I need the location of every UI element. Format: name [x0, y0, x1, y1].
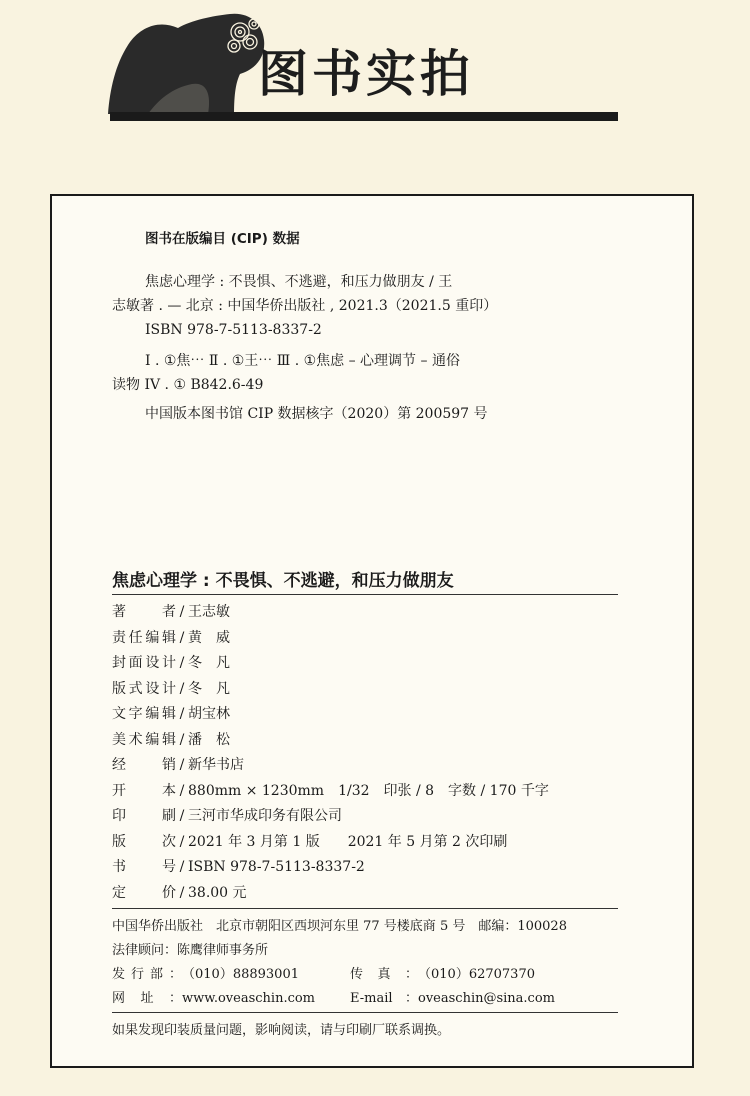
- email-label: E-mail：: [350, 991, 418, 1006]
- copyright-page: [50, 194, 694, 1068]
- title-divider: [112, 594, 618, 595]
- footer-divider: [112, 1012, 618, 1013]
- credit-row: 版次 / 2021 年 3 月第 1 版 2021 年 5 月第 2 次印刷: [112, 834, 508, 850]
- contact-row: [112, 990, 618, 1008]
- fax-value: （010）62707370: [418, 967, 535, 982]
- credit-row: 文字编辑 / 胡宝林: [112, 706, 230, 722]
- phone-label: 发行部：: [112, 967, 182, 982]
- credit-value: 880mm × 1230mm 1/32 印张 / 8 字数 / 170 千字: [188, 783, 549, 799]
- credit-row: 定价 / 38.00 元: [112, 885, 247, 901]
- credit-label: 版式设计: [112, 681, 176, 697]
- credit-label: 责任编辑: [112, 630, 176, 646]
- phone-value: （010）88893001: [182, 967, 299, 982]
- credit-row: 美术编辑 / 潘 松: [112, 732, 230, 748]
- credit-value: 新华书店: [188, 757, 244, 773]
- credit-label: 书号: [112, 859, 176, 875]
- credit-label: 定价: [112, 885, 176, 901]
- credit-label: 版次: [112, 834, 176, 850]
- cip-line: Ⅰ . ①焦⋯ Ⅱ . ①王⋯ Ⅲ . ①焦虑 – 心理调节 – 通俗: [145, 353, 460, 369]
- web-value[interactable]: www.oveaschin.com: [182, 991, 316, 1006]
- contact-row: [112, 966, 618, 984]
- banner-title: 图书实拍: [258, 45, 474, 103]
- credit-value: 38.00 元: [188, 885, 247, 901]
- credit-value: 王志敏: [188, 604, 230, 620]
- credit-value: 胡宝林: [188, 706, 230, 722]
- credit-row: 开本 / 880mm × 1230mm 1/32 印张 / 8 字数 / 170 千字: [112, 783, 549, 799]
- credit-value: 黄 威: [188, 630, 230, 646]
- credit-label: 美术编辑: [112, 732, 176, 748]
- credits-divider: [112, 908, 618, 909]
- silhouette-logo-icon: [108, 10, 268, 114]
- credit-value: 冬 凡: [188, 681, 230, 697]
- credit-row: 著者 / 王志敏: [112, 604, 230, 620]
- credit-label: 文字编辑: [112, 706, 176, 722]
- credit-row: 印刷 / 三河市华成印务有限公司: [112, 808, 342, 824]
- credit-label: 印刷: [112, 808, 176, 824]
- credit-row: 版式设计 / 冬 凡: [112, 681, 230, 697]
- legal-advisor: 法律顾问：陈鹰律师事务所: [112, 943, 269, 958]
- web-label: 网址：: [112, 991, 182, 1006]
- cip-line: ISBN 978-7-5113-8337-2: [145, 322, 322, 338]
- email-value[interactable]: oveaschin@sina.com: [418, 991, 555, 1006]
- cip-line: 读物 IV . ① B842.6-49: [112, 377, 264, 393]
- credit-value: 潘 松: [188, 732, 230, 748]
- credit-row: 责任编辑 / 黄 威: [112, 630, 230, 646]
- cip-line: 焦虑心理学 : 不畏惧、不逃避，和压力做朋友 / 王: [145, 274, 453, 290]
- credit-value: ISBN 978-7-5113-8337-2: [188, 859, 365, 875]
- banner: [0, 0, 750, 130]
- credit-value: 冬 凡: [188, 655, 230, 671]
- cip-line: 志敏著 . — 北京 : 中国华侨出版社 , 2021.3（2021.5 重印）: [112, 298, 498, 314]
- banner-underline: [110, 112, 618, 121]
- cip-line: 中国版本图书馆 CIP 数据核字（2020）第 200597 号: [145, 406, 488, 422]
- credit-row: 书号 / ISBN 978-7-5113-8337-2: [112, 859, 365, 875]
- book-title: 焦虑心理学 : 不畏惧、不逃避，和压力做朋友: [112, 571, 454, 591]
- credit-value: 2021 年 3 月第 1 版 2021 年 5 月第 2 次印刷: [188, 834, 508, 850]
- credit-value: 三河市华成印务有限公司: [188, 808, 342, 824]
- credit-label: 经销: [112, 757, 176, 773]
- credit-row: 经销 / 新华书店: [112, 757, 244, 773]
- publisher-address: 中国华侨出版社 北京市朝阳区西坝河东里 77 号楼底商 5 号 邮编：100028: [112, 919, 567, 934]
- credit-label: 开本: [112, 783, 176, 799]
- footer-note: 如果发现印装质量问题，影响阅读，请与印刷厂联系调换。: [112, 1023, 451, 1038]
- fax-label: 传真：: [350, 967, 418, 982]
- credit-label: 封面设计: [112, 655, 176, 671]
- cip-heading: 图书在版编目 (CIP) 数据: [145, 231, 300, 247]
- credit-label: 著者: [112, 604, 176, 620]
- credit-row: 封面设计 / 冬 凡: [112, 655, 230, 671]
